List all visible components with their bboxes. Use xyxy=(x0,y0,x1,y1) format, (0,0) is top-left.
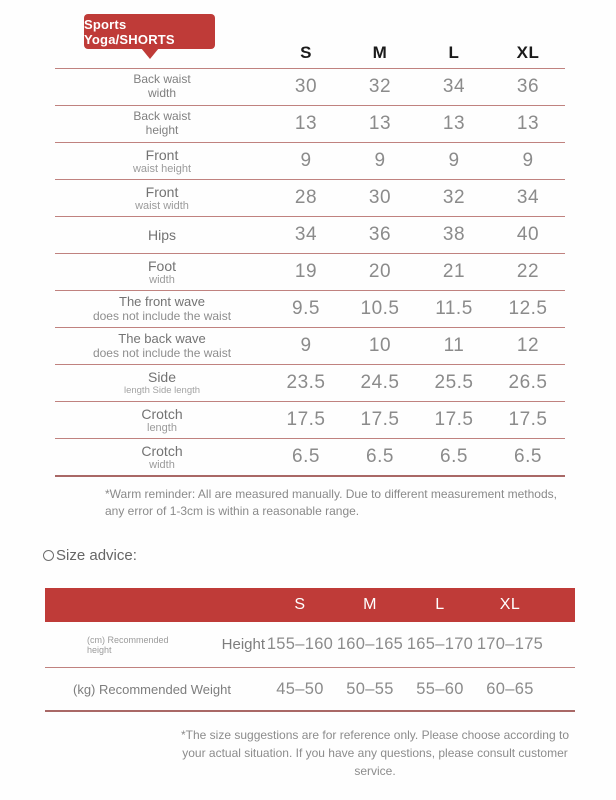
value-cell: 155–160 xyxy=(266,635,334,653)
value-cell: 26.5 xyxy=(508,372,548,393)
advice-column-header-m: M xyxy=(363,596,377,613)
row-label: The front wave does not include the waist xyxy=(92,293,232,323)
value-cell: 55–60 xyxy=(416,679,464,698)
value-cell: 13 xyxy=(368,113,392,134)
value-cell: 6.5 xyxy=(366,446,394,467)
value-cell: 34 xyxy=(294,224,318,245)
row-crotch-width xyxy=(55,438,565,475)
measurement-table xyxy=(55,38,565,477)
value-cell: 10.5 xyxy=(360,298,400,319)
value-cell: 9 xyxy=(522,150,534,171)
row-label xyxy=(45,635,265,655)
size-advice-header-row xyxy=(45,588,575,622)
row-label: Hips xyxy=(147,226,176,243)
row-label: The back wave does not include the waist xyxy=(92,330,232,360)
row-back-waist-width xyxy=(55,68,565,105)
row-front-waist-width xyxy=(55,179,565,216)
row-label xyxy=(45,682,265,697)
size-advice-heading-label: Size advice: xyxy=(56,547,137,564)
weight-unit-label: (kg) Recommended Weight xyxy=(73,681,231,697)
value-cell: 28 xyxy=(294,187,318,208)
value-cell: 25.5 xyxy=(434,372,474,393)
column-header-s: S xyxy=(300,43,312,62)
value-cell: 32 xyxy=(368,76,392,97)
row-label: Front waist height xyxy=(132,146,192,175)
row-hips xyxy=(55,216,565,253)
value-cell: 13 xyxy=(516,113,540,134)
row-label: Crotch length xyxy=(141,405,183,434)
product-category-label: Sports Yoga/SHORTS xyxy=(84,16,175,47)
row-recommended-weight xyxy=(45,668,575,712)
value-cell: 30 xyxy=(294,76,318,97)
value-cell: 32 xyxy=(442,187,466,208)
value-cell: 36 xyxy=(368,224,392,245)
warm-reminder-note: *Warm reminder: All are measured manually. Due to different measurement methods, any error of 1-3cm is within a reasonable range. xyxy=(105,487,557,519)
row-recommended-height xyxy=(45,622,575,668)
row-label: Back waist width xyxy=(133,72,191,100)
height-unit-label: (cm) Recommended height xyxy=(87,634,169,655)
row-foot-width xyxy=(55,253,565,290)
value-cell: 45–50 xyxy=(276,679,324,698)
value-cell: 170–175 xyxy=(476,635,544,653)
row-label: Side length Side length xyxy=(123,369,201,396)
value-cell: 34 xyxy=(516,187,540,208)
column-header-xl: XL xyxy=(516,43,540,62)
advice-column-header-xl: XL xyxy=(499,596,521,613)
value-cell: 21 xyxy=(442,261,466,282)
value-cell: 34 xyxy=(442,76,466,97)
value-cell: 17.5 xyxy=(286,409,326,430)
measurement-table-header-row xyxy=(55,38,565,68)
value-cell: 9 xyxy=(300,150,312,171)
value-cell: 11 xyxy=(443,335,465,356)
value-cell: 160–165 xyxy=(336,635,404,653)
size-suggestion-note: *The size suggestions are for reference only. Please choose according to your actual situation. If you have any questions, please consult customer service. xyxy=(181,728,569,778)
column-header-m: M xyxy=(372,43,388,62)
value-cell: 13 xyxy=(442,113,466,134)
value-cell: 6.5 xyxy=(292,446,320,467)
row-label: Crotch width xyxy=(141,442,183,471)
value-cell: 60–65 xyxy=(486,679,534,698)
value-cell: 9 xyxy=(300,335,312,356)
value-cell: 9 xyxy=(448,150,460,171)
value-cell: 165–170 xyxy=(406,635,474,653)
circle-icon xyxy=(43,550,54,561)
size-advice-heading xyxy=(43,547,137,564)
value-cell: 11.5 xyxy=(435,298,473,319)
size-advice-table xyxy=(45,588,575,712)
row-front-waist-height xyxy=(55,142,565,179)
row-label: Back waist height xyxy=(133,109,191,137)
value-cell: 6.5 xyxy=(514,446,542,467)
value-cell: 17.5 xyxy=(508,409,548,430)
value-cell: 36 xyxy=(516,76,540,97)
value-cell: 17.5 xyxy=(434,409,474,430)
value-cell: 40 xyxy=(516,224,540,245)
value-cell: 13 xyxy=(294,113,318,134)
value-cell: 10 xyxy=(368,335,392,356)
value-cell: 20 xyxy=(368,261,392,282)
height-label: Height xyxy=(221,636,265,653)
value-cell: 12 xyxy=(516,335,540,356)
value-cell: 9.5 xyxy=(292,298,320,319)
row-side-length xyxy=(55,364,565,401)
row-back-wave xyxy=(55,327,565,364)
value-cell: 9 xyxy=(374,150,386,171)
row-label: Front waist width xyxy=(135,183,189,212)
value-cell: 22 xyxy=(516,261,540,282)
row-back-waist-height xyxy=(55,105,565,142)
value-cell: 23.5 xyxy=(286,372,326,393)
value-cell: 24.5 xyxy=(360,372,400,393)
value-cell: 50–55 xyxy=(346,679,394,698)
row-label: Foot width xyxy=(147,257,176,286)
column-header-l: L xyxy=(448,43,460,62)
advice-column-header-l: L xyxy=(435,596,445,613)
value-cell: 6.5 xyxy=(440,446,468,467)
value-cell: 19 xyxy=(294,261,318,282)
value-cell: 17.5 xyxy=(360,409,400,430)
row-crotch-length xyxy=(55,401,565,438)
value-cell: 38 xyxy=(442,224,466,245)
advice-column-header-s: S xyxy=(294,596,306,613)
value-cell: 12.5 xyxy=(508,298,548,319)
value-cell: 30 xyxy=(368,187,392,208)
row-front-wave xyxy=(55,290,565,327)
